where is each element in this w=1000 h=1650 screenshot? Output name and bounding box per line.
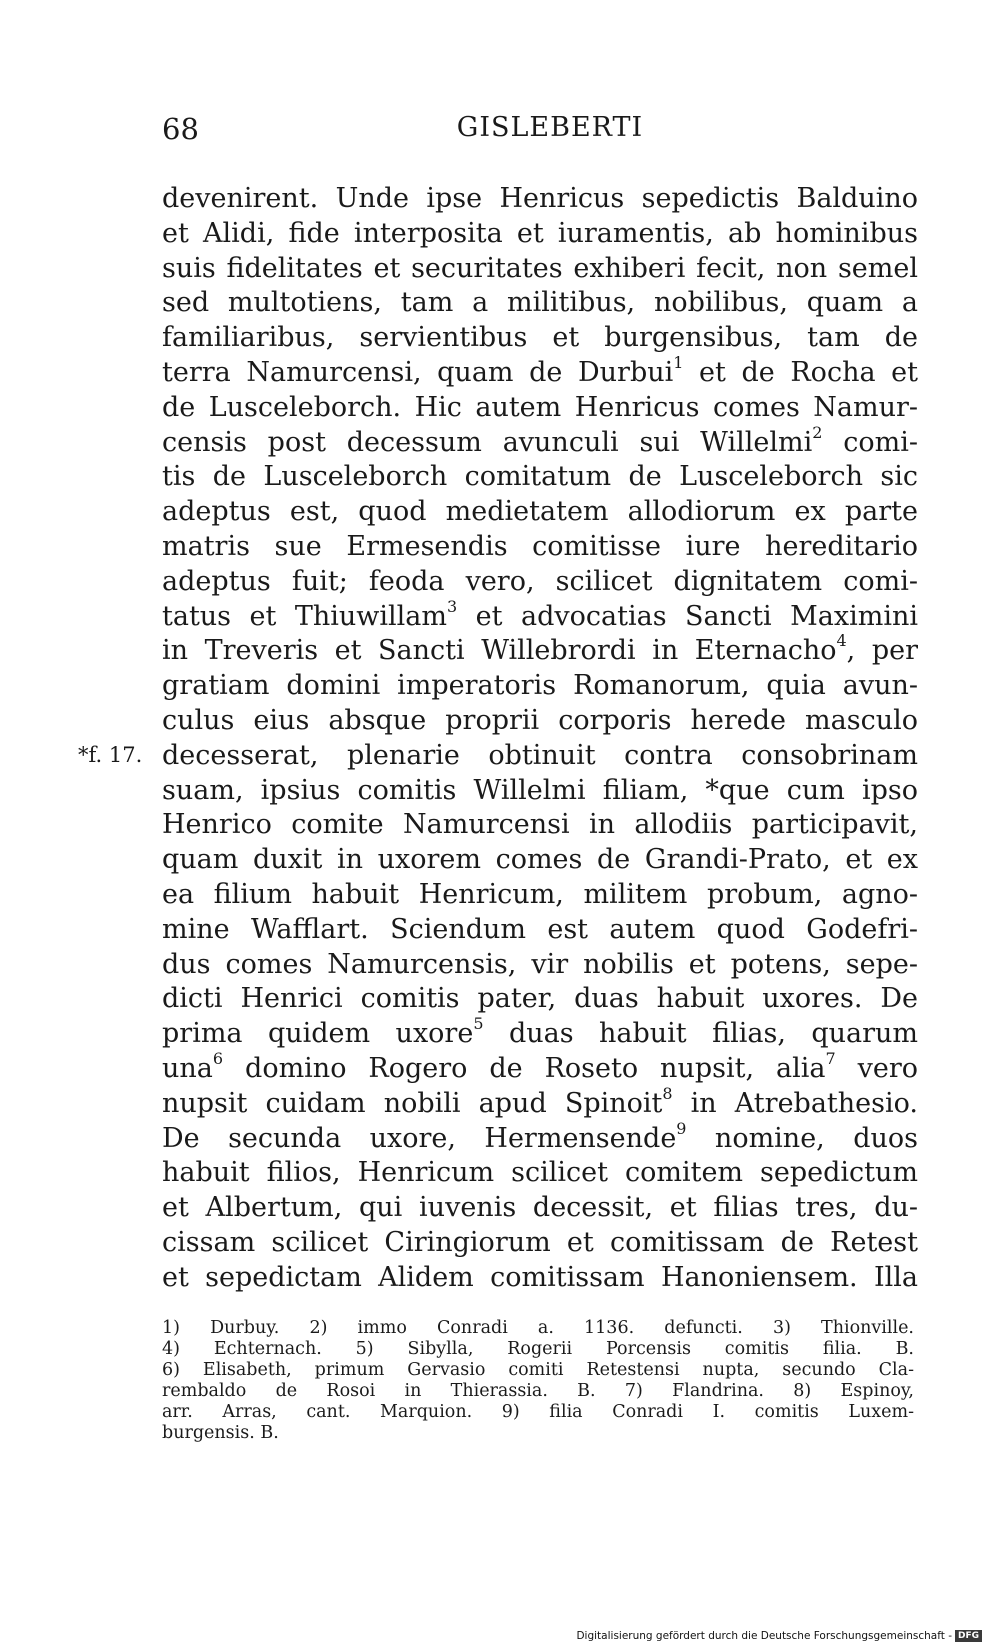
text-line [162, 495, 918, 530]
text-line [162, 252, 918, 287]
text-segment: quam duxit in uxorem comes de Grandi-Prato, et ex [162, 844, 918, 876]
text-segment: prima quidem uxore [162, 1018, 474, 1050]
footnote-ref: 9 [676, 1121, 687, 1138]
text-segment: in Treveris et Sancti Willebrordi in Eternacho [162, 635, 837, 667]
text-line [162, 182, 918, 217]
text-line [162, 774, 918, 809]
text-line [162, 1191, 918, 1226]
text-line [162, 634, 918, 669]
text-line [162, 1156, 918, 1191]
text-segment: censis post decessum avunculi sui Willelmi [162, 426, 813, 458]
footnote-ref: 8 [662, 1086, 673, 1103]
text-segment: cissam scilicet Ciringiorum et comitissam de Retest [162, 1226, 918, 1258]
text-segment: De secunda uxore, Hermensende [162, 1122, 677, 1154]
footnotes [162, 1318, 914, 1444]
text-line [162, 321, 918, 356]
text-segment: dus comes Namurcensis, vir nobilis et potens, sepe- [162, 948, 918, 980]
footnote-ref: 4 [836, 634, 847, 651]
footnote-line: burgensis. B. [162, 1423, 279, 1443]
footnote-line: 4) Echternach. 5) Sibylla, Rogerii Porcensis comitis filia. B. [162, 1339, 914, 1359]
text-line [162, 739, 918, 774]
text-line [162, 600, 918, 635]
text-segment: suam, ipsius comitis Willelmi filiam, *que cum ipso [162, 774, 918, 806]
text-line [162, 843, 918, 878]
text-line [162, 1226, 918, 1261]
text-line [162, 878, 918, 913]
text-segment: tis de Lusceleborch comitatum de Lusceleborch sic [162, 461, 918, 493]
text-line [162, 1052, 918, 1087]
text-line [162, 1017, 918, 1052]
text-segment: terra Namurcensi, quam de Durbui [162, 356, 674, 388]
footnote-ref: 1 [673, 355, 684, 373]
text-segment: sed multotiens, tam a militibus, nobilibus, quam a [162, 287, 918, 319]
text-segment: adeptus fuit; feoda vero, scilicet dignitatem comi- [162, 565, 918, 597]
text-segment: nupsit cuidam nobili apud Spinoit [162, 1087, 663, 1119]
text-segment: decesserat, plenarie obtinuit contra consobrinam [162, 739, 918, 771]
text-segment: familiaribus, servientibus et burgensibus, tam de [162, 322, 918, 354]
page-header [160, 112, 912, 152]
text-line [162, 217, 918, 252]
body-text [162, 182, 918, 1296]
footnote-ref: 3 [447, 599, 458, 616]
text-line [162, 669, 918, 704]
footnote-ref: 2 [812, 425, 823, 442]
text-segment: nomine, duos [686, 1122, 918, 1154]
text-segment: una [162, 1052, 213, 1084]
text-segment: tatus et Thiuwillam [162, 600, 447, 632]
footnote-line: rembaldo de Rosoi in Thierassia. B. 7) Flandrina. 8) Espinoy, [162, 1381, 914, 1401]
digitization-credit [576, 1630, 982, 1642]
text-line [162, 356, 918, 391]
text-segment: matris sue Ermesendis comitisse iure hereditario [162, 530, 918, 562]
text-segment: in Atrebathesio. [672, 1087, 918, 1119]
text-line [162, 1087, 918, 1122]
text-segment: duas habuit filias, quarum [483, 1018, 918, 1050]
text-segment: et Alidi, fide interposita et iuramentis, ab hominibus [162, 217, 918, 249]
text-segment: habuit filios, Henricum scilicet comitem sepedictum [162, 1157, 918, 1189]
page-number: 68 [162, 112, 199, 146]
text-segment: suis fidelitates et securitates exhiberi fecit, non semel [162, 252, 918, 284]
footnote-line: 6) Elisabeth, primum Gervasio comiti Retestensi nupta, secundo Cla- [162, 1360, 914, 1380]
text-segment: , per [846, 635, 918, 667]
margin-folio-note: *f. 17. [78, 743, 143, 767]
footnote-ref: 5 [473, 1017, 484, 1034]
text-line [162, 1122, 918, 1157]
text-segment: dicti Henrici comitis pater, duas habuit uxores. De [162, 983, 918, 1015]
text-segment: et advocatias Sancti Maximini [457, 600, 918, 632]
text-segment: et sepedictam Alidem comitissam Hanoniensem. Illa [162, 1261, 918, 1293]
text-line [162, 808, 918, 843]
text-segment: et Albertum, qui iuvenis decessit, et filias tres, du- [162, 1192, 918, 1224]
running-title: GISLEBERTI [456, 112, 644, 143]
text-segment: domino Rogero de Roseto nupsit, alia [223, 1052, 826, 1084]
text-segment: de Lusceleborch. Hic autem Henricus comes Namur- [162, 391, 918, 423]
text-line [162, 565, 918, 600]
text-line [162, 1261, 918, 1296]
credit-text: Digitalisierung gefördert durch die Deutsche Forschungsgemeinschaft - [576, 1630, 952, 1642]
text-segment: gratiam domini imperatoris Romanorum, quia avun- [162, 670, 918, 702]
text-segment: mine Wafflart. Sciendum est autem quod Godefri- [162, 913, 918, 945]
text-segment: vero [835, 1052, 918, 1084]
text-segment: Henrico comite Namurcensi in allodiis participavit, [162, 809, 918, 841]
footnote-line: 1) Durbuy. 2) immo Conradi a. 1136. defuncti. 3) Thionville. [162, 1318, 914, 1338]
text-segment: ea filium habuit Henricum, militem probum, agno- [162, 878, 918, 910]
text-line [162, 982, 918, 1017]
text-segment: culus eius absque proprii corporis herede masculo [162, 704, 918, 736]
text-segment: et de Rocha et [683, 356, 918, 388]
footnote-ref: 6 [212, 1051, 224, 1069]
footnote-ref: 7 [825, 1051, 836, 1069]
text-segment: devenirent. Unde ipse Henricus sepedictis Balduino [162, 183, 918, 214]
text-line [162, 286, 918, 321]
text-line [162, 530, 918, 565]
text-line [162, 426, 918, 461]
text-segment: adeptus est, quod medietatem allodiorum ex parte [162, 496, 918, 528]
text-line [162, 948, 918, 983]
text-line [162, 704, 918, 739]
text-line [162, 913, 918, 948]
text-segment: comi- [822, 426, 918, 458]
text-line [162, 391, 918, 426]
dfg-logo: DFG [955, 1630, 982, 1642]
text-line [162, 460, 918, 495]
footnote-line: arr. Arras, cant. Marquion. 9) filia Conradi I. comitis Luxem- [162, 1402, 914, 1422]
